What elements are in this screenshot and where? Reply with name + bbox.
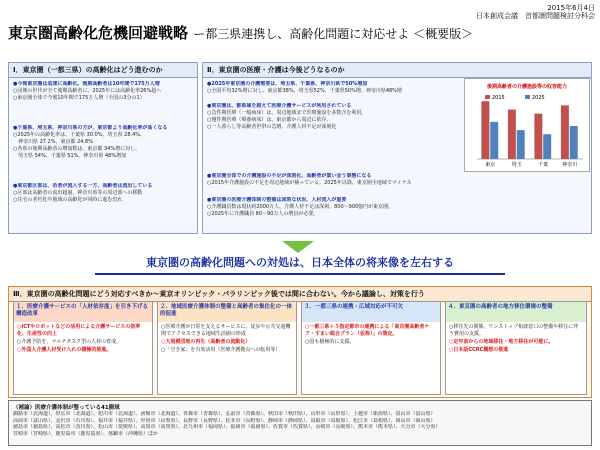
- s1-block-3-line-1: ○区部は高齢者の流出超過、神奈川県等の周辺部への移動: [13, 190, 143, 196]
- chart-legend-swatch-2025: [525, 95, 530, 99]
- s1-block-1-line-1: ○団塊の世代が全て後期高齢者に。2025年には高齢化率26%超へ: [13, 88, 162, 94]
- strategy-4-body: [446, 322, 586, 357]
- title-main: 東京圏高齢化危機回避戦略: [8, 24, 189, 42]
- section-3-heading: Ⅲ．東京圏の高齢化問題にどう対応すべきか～東京オリンピック・パラリンピック後では間に合わない。今から議論し、対策を行う: [9, 287, 591, 302]
- org-text: 日本創成会議 首都圏問題検討分科会: [476, 12, 595, 20]
- s2-block-2: [207, 103, 459, 131]
- strategy-2-item-2: ○大規模団地の再生（高齢者の流動化）: [161, 339, 251, 345]
- s1-block-3-title: ●東京都区部は、若者が流入する一方、高齢者は流出している: [13, 183, 153, 189]
- strategy-1-title: １．医療介護サービスの「人材依存度」を引き下げる構造改革: [14, 302, 152, 322]
- s1-block-2: [13, 125, 193, 160]
- s1-block-3: [13, 183, 193, 204]
- strategy-4-title: ４．東京圏の高齢者の地方移住環境の整備: [446, 302, 586, 322]
- strategy-1-body: [14, 322, 152, 357]
- header-date: [470, 4, 595, 20]
- supplement-box: [8, 400, 592, 446]
- title-subtitle: ー都三県連携し、高齢化問題に対応せよ ＜概要版＞: [193, 27, 474, 41]
- strategy-2-body: [158, 322, 296, 357]
- s2-block-2-line-2: ○慢性期医療（療養病床）は、東京都から周辺に依存。: [207, 117, 332, 123]
- chart-bar-2015-1: [508, 110, 516, 160]
- s1-block-1: [13, 81, 193, 102]
- supplement-line-3: 徳島市（徳島県）、高松市（香川県）、松山市（愛媛県）、高知市（高知県）、北九州市（福岡県）、福岡市（福岡県）、佐賀市（佐賀県）、長崎市（長崎県）、熊本市（熊本県）、大分市（大分県）: [13, 424, 441, 430]
- chart-bar-2025-2: [543, 134, 551, 159]
- s1-block-1-line-2: ○東京圏全体で今後10年間で175万人増（全国の3分の1）: [13, 95, 145, 101]
- capacity-chart-svg: [465, 79, 589, 171]
- chart-bar-2015-2: [534, 114, 542, 159]
- chart-tick-label-2: 千葉: [538, 162, 549, 168]
- s1-block-1-title: ●今後東京圏は急速に高齢化。後期高齢者は10年間で175万人増: [13, 81, 160, 87]
- chart-bar-2015-3: [561, 105, 569, 159]
- supplement-heading: （補論）医療介護体制が整っている41圏域: [13, 405, 120, 411]
- chart-tick-label-0: 東京: [485, 162, 496, 168]
- date-text: 2015年6月4日: [547, 4, 595, 12]
- s2-block-4-title: ●東京圏の医療介護体制の整備は深刻な状況、人材流入が重要: [207, 197, 347, 203]
- s1-block-2-title: ●千葉県、埼玉県、神奈川県の方が、東京都より高齢化率が高くなる: [13, 125, 168, 131]
- strategy-1-item-3: ○外国人介護人材受け入れの積極的推進。: [17, 347, 112, 353]
- strategy-column-3: [301, 301, 441, 395]
- strategy-2-item-1: ○医療介護が日常を支えるサービスに、徒歩や公共交通機関でアクセスできる地域生活圏の形成: [161, 324, 291, 337]
- chart-bar-2015-0: [481, 101, 489, 159]
- chart-legend-swatch-2015: [485, 95, 490, 99]
- strategy-1-item-1: ○ICTやロボットなどの活用による介護サービスの効率化、生産性の向上: [17, 324, 141, 337]
- strategy-3-title: ３．一都三県の連携・広域対応が不可欠: [302, 302, 440, 322]
- s2-block-2-line-1: ○急性期医療（一般病床）は、周辺地域まで医療施設を多数含む利用。: [207, 110, 367, 116]
- strategy-1-item-2: ○介護予防を、マルチタスク型の人材の育成。: [17, 339, 122, 345]
- strategy-2-item-3: ○「空き家」を有効活用（医療介護拠点への転用等）: [161, 347, 281, 353]
- s2-block-3-line-1: ○2015年介護施設の不足を周辺地域が補っている。2025年以降、東京圏全地域でマイナス: [207, 180, 412, 186]
- section-2-heading: Ⅱ．東京圏の医療・介護は今後どうなるのか: [203, 63, 591, 78]
- s2-block-1-title: ●2025年東京圏の介護需要は、埼玉県、千葉県、神奈川県で50%増加: [207, 81, 368, 87]
- s2-block-1: [207, 81, 459, 95]
- s2-block-2-title: ●東京圏は、都県域を越えて医療介護サービスが利用されている: [207, 103, 352, 109]
- strategy-column-2: [157, 301, 297, 395]
- strategy-4-item-1: ○移住先の関係、ワンストップ相談窓口の整備や移住に伴う費用の支援。: [449, 324, 579, 337]
- chart-bar-2025-1: [517, 130, 525, 159]
- strategy-3-body: [302, 322, 440, 349]
- s2-block-4: [207, 197, 587, 218]
- s1-block-2-line-1: ○2025年の高齢化率は、千葉県 30.0%、埼玉県 28.4%、: [13, 132, 146, 138]
- chart-tick-label-3: 神奈川: [562, 162, 578, 168]
- supplement-line-4: 宮崎市（宮崎県）、鹿児島市（鹿児島県）、那覇市（沖縄県）ほか: [13, 430, 159, 437]
- s1-block-3-line-2: ○住宅の老朽化や地域の高齢化が同時に進む恐れ: [13, 197, 123, 203]
- s2-block-3-title: ●東京圏全体での介護施設の不足が深刻化、高齢者が集い会う事態になる: [207, 173, 372, 179]
- chart-legend-label-2025: 2025: [532, 95, 545, 101]
- section-3-panel: [8, 286, 592, 398]
- chart-legend-label-2015: 2015: [492, 95, 505, 101]
- down-arrow-icon: [282, 241, 314, 253]
- section-1-heading: Ⅰ．東京圏（一都三県）の高齢化はどう進むのか: [9, 63, 197, 78]
- s1-block-2-line-2: 神奈川県 27.2%、東京都 24.8%: [13, 139, 93, 145]
- chart-tick-label-1: 埼玉: [511, 162, 522, 168]
- key-message-banner: 東京圏の高齢化問題への対処は、日本全体の将来像を左右する: [95, 253, 505, 275]
- chart-bar-2025-3: [570, 126, 578, 159]
- strategy-4-item-3: ○日本版CCRC構想の推進: [449, 347, 509, 353]
- chart-title: 後期高齢者の介護施設等の収容能力: [486, 84, 568, 90]
- s2-block-4-line-1: ○介護職員数は現状約2000万人、介護人材不足は深刻、800～900億円が東京圏。: [207, 204, 394, 210]
- capacity-chart: [464, 78, 590, 172]
- strategy-4-item-2: ○定年前からの地域移住・地方移住が可能に。: [449, 339, 554, 345]
- strategy-3-item-1: ○一都三県＋５指定都市の連携による「東京圏高齢者ケア・すまい総合プラン（仮称）」の策定。: [305, 324, 430, 337]
- s2-block-2-line-3: ○一人暮らし等高齢者世帯の急増、介護人材不足が深刻化: [207, 124, 337, 130]
- s2-block-4-line-2: ○2025年に介護職員 80～90万人の増員が必要。: [207, 211, 319, 217]
- supplement-line-2: 高岡市（富山県）、金沢市（石川県）、福井市（福井県）、甲府市（山梨県）、長野市（長野県）、松本市（長野県）、静岡市（静岡県）、鳥取市（鳥取県）、松江市（島根県）、岡山市（岡山県）: [13, 417, 436, 424]
- strategy-2-title: ２．地域医療介護体制の整備と高齢者の集住化の一体的促進: [158, 302, 296, 322]
- strategy-column-1: [13, 301, 153, 395]
- strategy-3-item-2: ○国も積極的に支援。: [305, 339, 355, 345]
- supplement-line-1: 釧路市（北海道）、帯広市（北海道）、旭川市（北海道）、函館市（北海道）、青森市（青森県）、弘前市（青森県）、秋田市（秋田県）、山形市（山形県）、上越市（新潟県）、富山市（富山県）: [13, 411, 436, 417]
- s1-block-2-line-3: ○各県の後期高齢者の増加数は、東京都 34%増に対し、: [13, 146, 141, 152]
- s1-block-2-line-4: 埼玉県 54%、千葉県 51%、神奈川県 48%増加: [13, 153, 127, 159]
- section-1-panel: [8, 62, 198, 234]
- s2-block-3: [207, 173, 587, 187]
- page-title: [8, 22, 592, 44]
- s2-block-1-line-1: ○全国平均32%増に対し、東京都38%、埼玉県52%、千葉県50%増、神奈川県48%増: [207, 88, 402, 94]
- chart-bar-2025-0: [490, 122, 498, 159]
- strategy-column-4: [445, 301, 587, 395]
